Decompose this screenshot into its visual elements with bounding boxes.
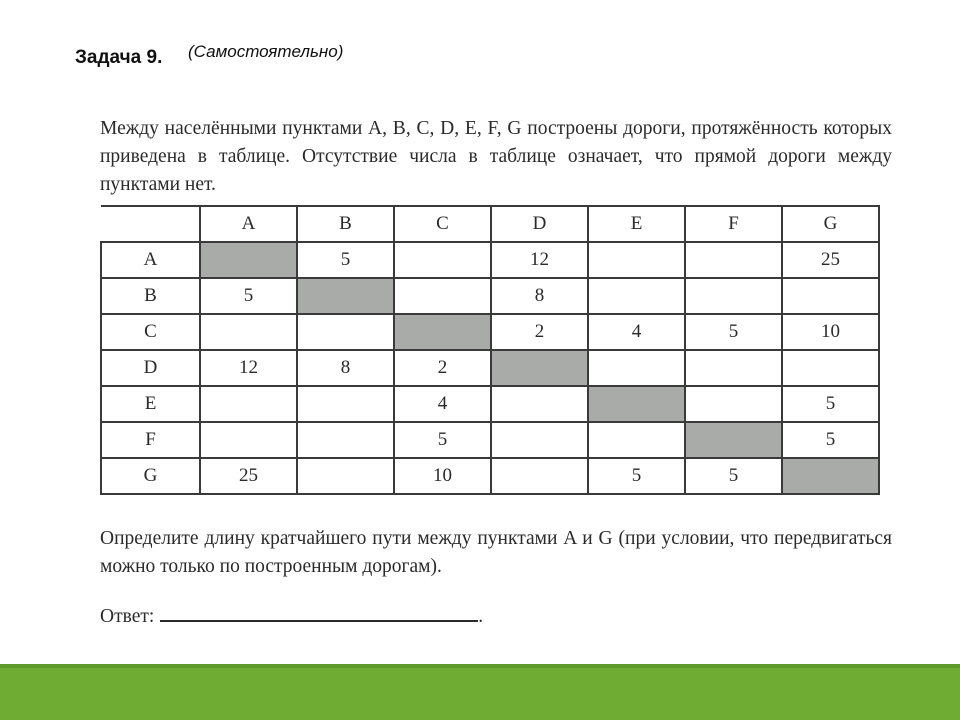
distance-cell xyxy=(685,242,782,278)
question-text: Определите длину кратчайшего пути между пунктами A и G (при условии, что передвигаться можно только по построенным дорогам). xyxy=(100,528,892,577)
diagonal-cell xyxy=(491,350,588,386)
distance-cell xyxy=(297,386,394,422)
distance-cell: 5 xyxy=(685,458,782,494)
diagonal-cell xyxy=(394,314,491,350)
answer-end: . xyxy=(478,606,484,627)
column-header: F xyxy=(685,206,782,242)
distance-cell: 2 xyxy=(394,350,491,386)
row-header: F xyxy=(101,422,200,458)
column-header: B xyxy=(297,206,394,242)
row-header: C xyxy=(101,314,200,350)
distance-cell: 5 xyxy=(782,386,879,422)
answer-blank[interactable] xyxy=(160,602,478,622)
distance-cell xyxy=(491,386,588,422)
row-header: E xyxy=(101,386,200,422)
distance-cell xyxy=(588,422,685,458)
distance-cell: 5 xyxy=(782,422,879,458)
distance-cell: 10 xyxy=(782,314,879,350)
distance-cell xyxy=(685,386,782,422)
diagonal-cell xyxy=(685,422,782,458)
table-row xyxy=(101,422,879,458)
column-header: E xyxy=(588,206,685,242)
table-row xyxy=(101,386,879,422)
distance-table xyxy=(100,205,880,495)
row-header: B xyxy=(101,278,200,314)
distance-cell xyxy=(588,242,685,278)
task-mode: (Самостоятельно) xyxy=(188,42,344,61)
distance-cell: 5 xyxy=(200,278,297,314)
distance-cell: 4 xyxy=(588,314,685,350)
task-statement xyxy=(100,115,892,199)
question xyxy=(100,525,892,581)
footer-band xyxy=(0,668,960,720)
distance-cell xyxy=(394,242,491,278)
table-header-row xyxy=(101,206,879,242)
column-header: A xyxy=(200,206,297,242)
table-row xyxy=(101,314,879,350)
table-row xyxy=(101,242,879,278)
task-number: Задача 9. xyxy=(75,47,163,68)
task-text: Между населёнными пунктами A, B, C, D, E, F, G построены дороги, протяжённость которых приведена в таблице. Отсутствие числа в таблице означает, что прямой дороги между пунктами нет. xyxy=(100,118,892,195)
distance-cell: 4 xyxy=(394,386,491,422)
distance-cell xyxy=(685,350,782,386)
distance-cell xyxy=(588,278,685,314)
row-header: G xyxy=(101,458,200,494)
diagonal-cell xyxy=(588,386,685,422)
distance-cell: 25 xyxy=(200,458,297,494)
table-corner-cell xyxy=(101,206,200,242)
distance-cell xyxy=(394,278,491,314)
column-header: D xyxy=(491,206,588,242)
distance-cell: 10 xyxy=(394,458,491,494)
distance-cell: 12 xyxy=(200,350,297,386)
row-header: D xyxy=(101,350,200,386)
distance-cell: 5 xyxy=(685,314,782,350)
distance-cell: 12 xyxy=(491,242,588,278)
distance-cell xyxy=(685,278,782,314)
column-header: C xyxy=(394,206,491,242)
answer-row xyxy=(100,602,483,628)
diagonal-cell xyxy=(297,278,394,314)
distance-cell: 25 xyxy=(782,242,879,278)
distance-cell: 5 xyxy=(588,458,685,494)
distance-cell xyxy=(491,458,588,494)
distance-cell xyxy=(200,422,297,458)
distance-cell xyxy=(297,422,394,458)
distance-cell xyxy=(200,386,297,422)
distance-cell: 8 xyxy=(297,350,394,386)
distance-cell xyxy=(782,278,879,314)
distance-cell xyxy=(588,350,685,386)
distance-cell: 5 xyxy=(297,242,394,278)
distance-cell xyxy=(297,314,394,350)
distance-cell: 2 xyxy=(491,314,588,350)
answer-label: Ответ: xyxy=(100,606,155,627)
distance-cell xyxy=(491,422,588,458)
table-row xyxy=(101,458,879,494)
table-row xyxy=(101,278,879,314)
distance-cell xyxy=(782,350,879,386)
diagonal-cell xyxy=(782,458,879,494)
distance-cell: 5 xyxy=(394,422,491,458)
distance-cell xyxy=(297,458,394,494)
distance-cell: 8 xyxy=(491,278,588,314)
distance-cell xyxy=(200,314,297,350)
table-row xyxy=(101,350,879,386)
column-header: G xyxy=(782,206,879,242)
diagonal-cell xyxy=(200,242,297,278)
row-header: A xyxy=(101,242,200,278)
